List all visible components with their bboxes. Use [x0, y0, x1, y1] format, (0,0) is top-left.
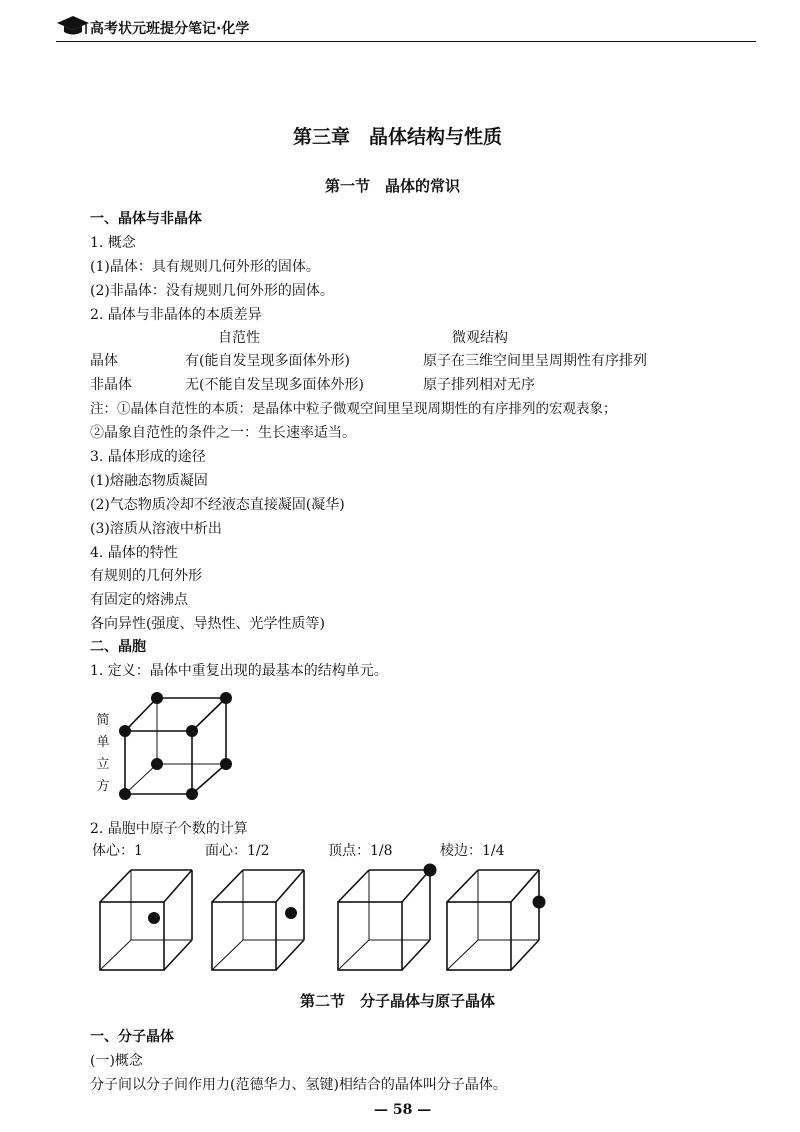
table-header-self: 自范性 — [218, 330, 260, 346]
atom-dot — [119, 725, 131, 737]
part3-heading: 一、分子晶体 — [90, 1029, 174, 1045]
formation-title: 3. 晶体形成的途径 — [90, 449, 206, 465]
simple-cubic-label-char: 单 — [96, 735, 110, 750]
atom-dot — [220, 692, 232, 704]
part2-heading: 二、晶胞 — [90, 639, 146, 655]
atom-dot — [186, 788, 198, 800]
atom-dot — [533, 896, 546, 909]
part3-text: 分子间以分子间作用力(范德华力、氢键)相结合的晶体叫分子晶体。 — [90, 1077, 507, 1093]
section1-title: 第一节 晶体的常识 — [325, 177, 461, 195]
simple-cubic-label-char: 立 — [96, 757, 110, 772]
part3-sub: (一)概念 — [90, 1053, 143, 1069]
table-row-micro: 原子排列相对无序 — [423, 377, 535, 393]
table-row-name: 晶体 — [90, 353, 118, 369]
property-item: 有固定的熔沸点 — [90, 592, 188, 608]
cell-definition: 1. 定义：晶体中重复出现的最基本的结构单元。 — [90, 663, 388, 679]
formation-item: (3)溶质从溶液中析出 — [90, 521, 222, 537]
cube-face-center — [210, 866, 310, 976]
section2-title: 第二节 分子晶体与原子晶体 — [300, 992, 496, 1010]
note-2: ②晶象自范性的条件之一：生长速率适当。 — [90, 425, 356, 441]
cube-body-center — [98, 866, 198, 976]
position-label-edge: 棱边：1/4 — [440, 843, 505, 859]
header-rule — [56, 41, 756, 42]
atom-dot — [424, 864, 437, 877]
simple-cubic-diagram — [112, 690, 242, 805]
header-title: 高考状元班提分笔记·化学 — [90, 21, 250, 37]
chapter-title: 第三章 晶体结构与性质 — [293, 126, 503, 148]
atom-dot — [148, 912, 160, 924]
atom-dot — [186, 725, 198, 737]
cube-edge — [445, 866, 550, 976]
position-label-body: 体心：1 — [92, 843, 143, 859]
position-label-face: 面心：1/2 — [205, 843, 270, 859]
property-item: 各向异性(强度、导热性、光学性质等) — [90, 616, 325, 632]
table-header-micro: 微观结构 — [452, 330, 508, 346]
simple-cubic-label-char: 方 — [96, 779, 110, 794]
atom-dot — [151, 692, 163, 704]
diff-title: 2. 晶体与非晶体的本质差异 — [90, 307, 262, 323]
formation-item: (2)气态物质冷却不经液态直接凝固(凝华) — [90, 497, 345, 513]
atom-dot — [119, 788, 131, 800]
concept-title: 1. 概念 — [90, 235, 136, 251]
graduation-cap-icon — [56, 14, 90, 40]
part1-heading: 一、晶体与非晶体 — [90, 211, 202, 227]
count-title: 2. 晶胞中原子个数的计算 — [90, 821, 248, 837]
cube-vertex — [336, 858, 441, 976]
atom-dot — [285, 907, 297, 919]
note-1: 注：①晶体自范性的本质：是晶体中粒子微观空间里呈现周期性的有序排列的宏观表象； — [90, 401, 617, 417]
table-row-micro: 原子在三维空间里呈周期性有序排列 — [423, 353, 647, 369]
simple-cubic-label-char: 简 — [96, 713, 110, 728]
formation-item: (1)熔融态物质凝固 — [90, 473, 208, 489]
atom-dot — [151, 758, 163, 770]
table-row-self: 无(不能自发呈现多面体外形) — [185, 377, 364, 393]
property-title: 4. 晶体的特性 — [90, 545, 178, 561]
simple-cubic-label — [95, 710, 111, 798]
table-row-name: 非晶体 — [90, 377, 132, 393]
atom-dot — [220, 758, 232, 770]
table-row-self: 有(能自发呈现多面体外形) — [185, 353, 350, 369]
concept-2: (2)非晶体：没有规则几何外形的固体。 — [90, 283, 334, 299]
position-label-vertex: 顶点：1/8 — [328, 843, 393, 859]
page-number: — 58 — — [374, 1102, 432, 1118]
property-item: 有规则的几何外形 — [90, 568, 202, 584]
concept-1: (1)晶体：具有规则几何外形的固体。 — [90, 259, 320, 275]
